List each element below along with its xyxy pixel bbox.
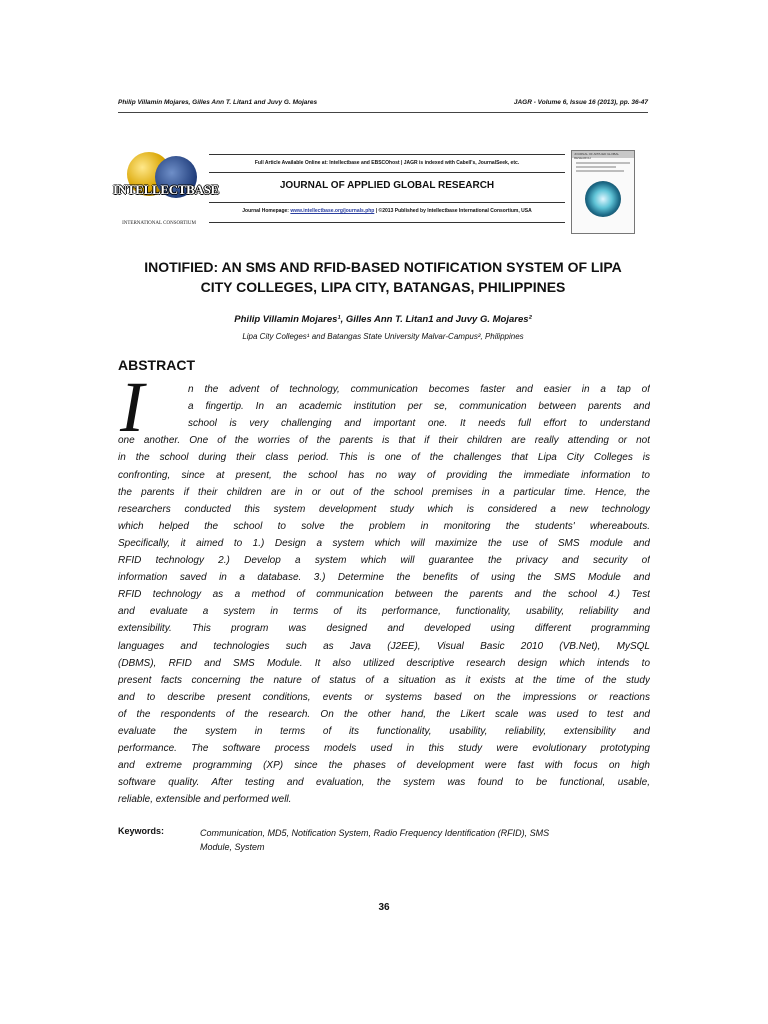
abstract-line: n the advent of technology, communication becomes faster and easier in a tap of	[188, 384, 650, 395]
running-header	[118, 99, 648, 106]
article-title-line-1: INOTIFIED: AN SMS AND RFID-BASED NOTIFICATION SYSTEM OF LIPA	[144, 259, 622, 275]
abstract-line: information saved in a database. 3.) Determine the benefits of using the SMS Module and	[118, 572, 650, 584]
copyright-text: | ©2013 Published by Intellectbase International Consortium, USA	[374, 208, 532, 214]
banner-rule-mid-bottom	[209, 202, 565, 203]
abstract-line: and to describe present conditions, events or systems based on the impressions or reactions	[118, 691, 650, 703]
abstract-line: reliable, extensible and performed well.	[118, 794, 292, 806]
abstract-drop-cap: I	[120, 367, 144, 447]
article-authors: Philip Villamin Mojares¹, Gilles Ann T. Litan1 and Juvy G. Mojares²	[234, 314, 532, 325]
keywords-line-1: Communication, MD5, Notification System, Radio Frequency Identification (RFID), SMS	[200, 828, 550, 838]
banner-availability-line: Full Article Available Online at: Intellectbase and EBSCOhost | JAGR is indexed with Cabell's, JournalSeek, etc.	[254, 160, 520, 166]
abstract-line: which helped the school to solve the problem in monitoring the students' whereabouts.	[118, 520, 650, 532]
journal-cover-thumbnail	[571, 150, 635, 234]
keywords-line-2: Module, System	[200, 842, 265, 852]
keywords-list	[200, 826, 640, 854]
abstract-line: school is very challenging and important one. It needs full effort to understand	[188, 418, 650, 430]
article-title-line-2: CITY COLLEGES, LIPA CITY, BATANGAS, PHILIPPINES	[200, 279, 566, 295]
abstract-line: in the school during their class period. This is one of the challenges that Lipa City Colleges is	[118, 452, 650, 464]
keywords-label: Keywords:	[118, 826, 165, 836]
journal-title: JOURNAL OF APPLIED GLOBAL RESEARCH	[279, 180, 495, 191]
abstract-line: languages and technologies such as Java (J2EE), Visual Basic 2010 (VB.Net), MySQL	[118, 640, 650, 652]
abstract-line: evaluate the system in terms of its functionality, usability, reliability, extensibility and	[118, 726, 650, 737]
abstract-line: the parents if their children are in or out of the school premises in a particular time. Hence, the	[118, 486, 650, 498]
abstract-line: and extreme programming (XP) since the phases of development were fast with focus on high	[118, 760, 650, 772]
journal-homepage-link[interactable]: www.intellectbase.org/journals.php	[290, 208, 375, 214]
abstract-line: of the respondents of the research. On the other hand, the Likert scale was used to test and	[118, 708, 650, 720]
article-title	[118, 257, 648, 297]
abstract-line: performance. The software process models used in this study were evolutionary prototyping	[118, 743, 650, 755]
running-header-citation: JAGR - Volume 6, Issue 16 (2013), pp. 36-47	[513, 99, 648, 106]
banner-rule-mid-top	[209, 172, 565, 173]
abstract-line: software quality. After testing and evaluation, the system was found to be functional, usable,	[118, 777, 650, 789]
cover-label: JOURNAL OF APPLIED GLOBAL RESEARCH	[574, 152, 619, 160]
abstract-line: and evaluate a system in terms of its performance, functionality, usability, reliability and	[118, 606, 650, 618]
abstract-line: Specifically, it aimed to 1.) Design a system which will maximize the use of SMS module and	[118, 537, 650, 549]
logo-subtitle: INTERNATIONAL CONSORTIUM	[122, 221, 196, 226]
cover-text-lines	[576, 162, 630, 174]
header-rule	[118, 112, 648, 113]
abstract-line: extensibility. This program was designed and developed using different programming	[118, 623, 650, 635]
banner-homepage-line	[209, 208, 565, 214]
article-affiliations: Lipa City Colleges¹ and Batangas State University Malvar-Campus², Philippines	[242, 332, 524, 341]
abstract-line: a fingertip. In an academic institution per se, communication between parents and	[188, 401, 650, 413]
running-header-authors: Philip Villamin Mojares, Gilles Ann T. Litan1 and Juvy G. Mojares	[118, 99, 318, 106]
abstract-line: RFID technology as a method of communication between the parents and the school 4.) Test	[118, 589, 650, 601]
abstract-line: confronting, since at present, the school has no way of providing the immediate information to	[118, 469, 650, 481]
abstract-line: RFID technology 2.) Develop a system which will guarantee the privacy and security of	[118, 555, 650, 566]
banner-rule-top	[209, 154, 565, 155]
abstract-line: researchers conducted this system development study which is considered a new technology	[118, 503, 650, 515]
page-number: 36	[378, 902, 390, 913]
abstract-line: one another. One of the worries of the parents is that if their children are really attending or not	[118, 435, 650, 447]
logo-wordmark: INTELLECTBASE	[113, 182, 219, 197]
cover-art-image	[585, 181, 621, 217]
abstract-heading: ABSTRACT	[118, 357, 195, 373]
intellectbase-logo	[113, 148, 219, 236]
journal-banner	[113, 146, 637, 240]
abstract-line: present facts concerning the nature of status of a situation as it exists at the time of the study	[118, 674, 650, 686]
banner-rule-bottom	[209, 222, 565, 223]
abstract-line: (DBMS), RFID and SMS Module. It also utilized descriptive research design which intends to	[118, 657, 650, 669]
homepage-prefix: Journal Homepage:	[242, 208, 291, 214]
